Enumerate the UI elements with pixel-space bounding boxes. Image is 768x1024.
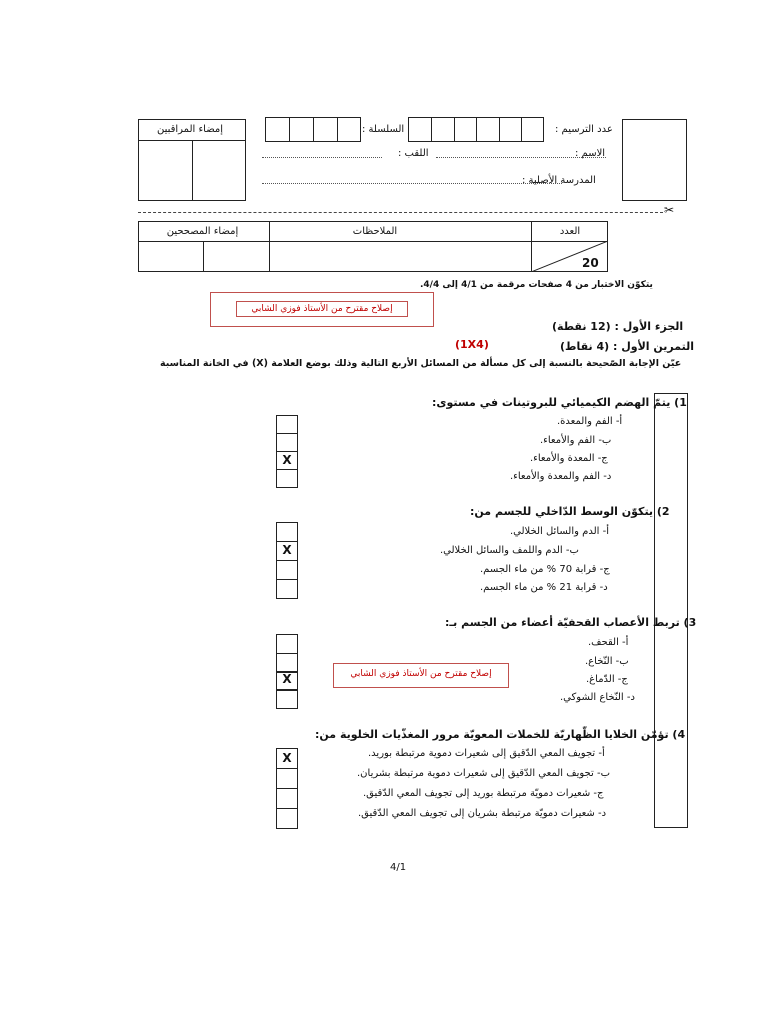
q2-answer-mark: X [282, 543, 292, 557]
q2-option-d: د- قرابة 21 % من ماء الجسم. [480, 582, 608, 593]
q1-checkbox-d[interactable] [276, 469, 298, 488]
q3-option-c: ج- الدّماغ. [586, 674, 628, 685]
q2-checkbox-c[interactable] [276, 560, 298, 580]
q4-answer-mark: X [282, 751, 292, 765]
part1-heading: الجزء الأول : (12 نقطة) [552, 320, 684, 333]
pages-note: يتكوّن الاختبار من 4 صفحات مرقمة من 4/1 إلى 4/4. [420, 280, 653, 290]
exercise1-heading: التمرين الأول : (4 نقاط) [560, 340, 695, 353]
series-boxes [265, 117, 361, 142]
photo-box [622, 119, 687, 201]
supervisors-label: إمضاء المراقبين [156, 124, 224, 135]
surname-label: اللقب : [398, 148, 429, 159]
q2-option-a: أ- الدم والسائل الخلالي. [510, 526, 609, 537]
question-1: 1) يتمّ الهضم الكيميائي للبروتينات في مستوى: [432, 396, 687, 409]
q4-checkbox-c[interactable] [276, 788, 298, 809]
q4-checkbox-d[interactable] [276, 808, 298, 829]
q2-option-c: ج- قرابة 70 % من ماء الجسم. [480, 564, 610, 575]
q2-checkbox-d[interactable] [276, 579, 298, 599]
exercise1-points: (1X4) [455, 338, 489, 351]
margin-box [654, 393, 688, 828]
q1-option-a: أ- الفم والمعدة. [557, 416, 623, 427]
series-label: السلسلة : [362, 124, 405, 135]
q2-checkbox-a[interactable] [276, 522, 298, 542]
score-label: العدد [559, 226, 581, 237]
cut-line [138, 212, 663, 213]
correction-stamp-top: إصلاح مقترح من الأستاذ فوزي الشابي [210, 292, 434, 327]
question-4: 4) تؤمّن الخلايا الظّهاريّة للخملات المعويّة مرور المغذّيات الخلوية من: [315, 728, 686, 741]
q3-checkbox-a[interactable] [276, 634, 298, 654]
name-label: الاسم : [575, 148, 606, 159]
q4-option-d: د- شعيرات دمويّة مرتبطة بشريان إلى تجويف المعي الدّقيق. [358, 808, 607, 819]
instruction: عيّن الإجابة الصّحيحة بالنسبة إلى كل مسألة من المسائل الأربع التالية وذلك بوضع العلامة (X) في الخانة المناسبة [160, 358, 682, 369]
q1-answer-mark: X [282, 453, 292, 467]
correction-stamp-middle: إصلاح مقترح من الأستاذ فوزي الشابي [333, 663, 509, 688]
q1-checkbox-b[interactable] [276, 433, 298, 452]
q1-option-c: ج- المعدة والأمعاء. [530, 453, 608, 464]
school-field[interactable] [262, 183, 562, 184]
registration-boxes [408, 117, 544, 142]
q4-option-b: ب- تجويف المعي الدّقيق إلى شعيرات دموية مرتبطة بشريان. [357, 768, 610, 779]
q4-option-c: ج- شعيرات دمويّة مرتبطة بوريد إلى تجويف المعي الدّقيق. [363, 788, 604, 799]
q3-option-b: ب- النّخاع. [585, 656, 629, 667]
q3-checkbox-d[interactable] [276, 689, 298, 709]
q3-answer-mark: X [282, 672, 292, 686]
q3-option-a: أ- القحف. [588, 637, 629, 648]
correctors-label: إمضاء المصححين [166, 226, 239, 237]
q4-checkbox-b[interactable] [276, 768, 298, 789]
q1-checkbox-a[interactable] [276, 415, 298, 434]
q2-option-b: ب- الدم واللمف والسائل الخلالي. [440, 545, 579, 556]
q1-option-d: د- الفم والمعدة والأمعاء. [510, 471, 612, 482]
q3-checkbox-b[interactable] [276, 653, 298, 673]
scissors-icon: ✂ [664, 203, 675, 217]
page-number: 4/1 [390, 862, 407, 873]
score-total: 20 [582, 256, 599, 270]
q4-option-a: أ- تجويف المعي الدّقيق إلى شعيرات دموية مرتبطة بوريد. [368, 748, 605, 759]
q1-option-b: ب- الفم والأمعاء. [540, 435, 612, 446]
surname-field[interactable] [262, 157, 382, 158]
school-label: المدرسة الأصلية : [522, 175, 596, 186]
q3-option-d: د- النّخاع الشوكي. [560, 692, 635, 703]
notes-label: الملاحظات [352, 226, 398, 237]
question-3: 3) تربط الأعصاب القحفيّة أعضاء من الجسم بـ: [445, 616, 697, 629]
question-2: 2) يتكوّن الوسط الدّاخلي للجسم من: [470, 505, 670, 518]
registration-label: عدد الترسيم : [555, 124, 613, 135]
